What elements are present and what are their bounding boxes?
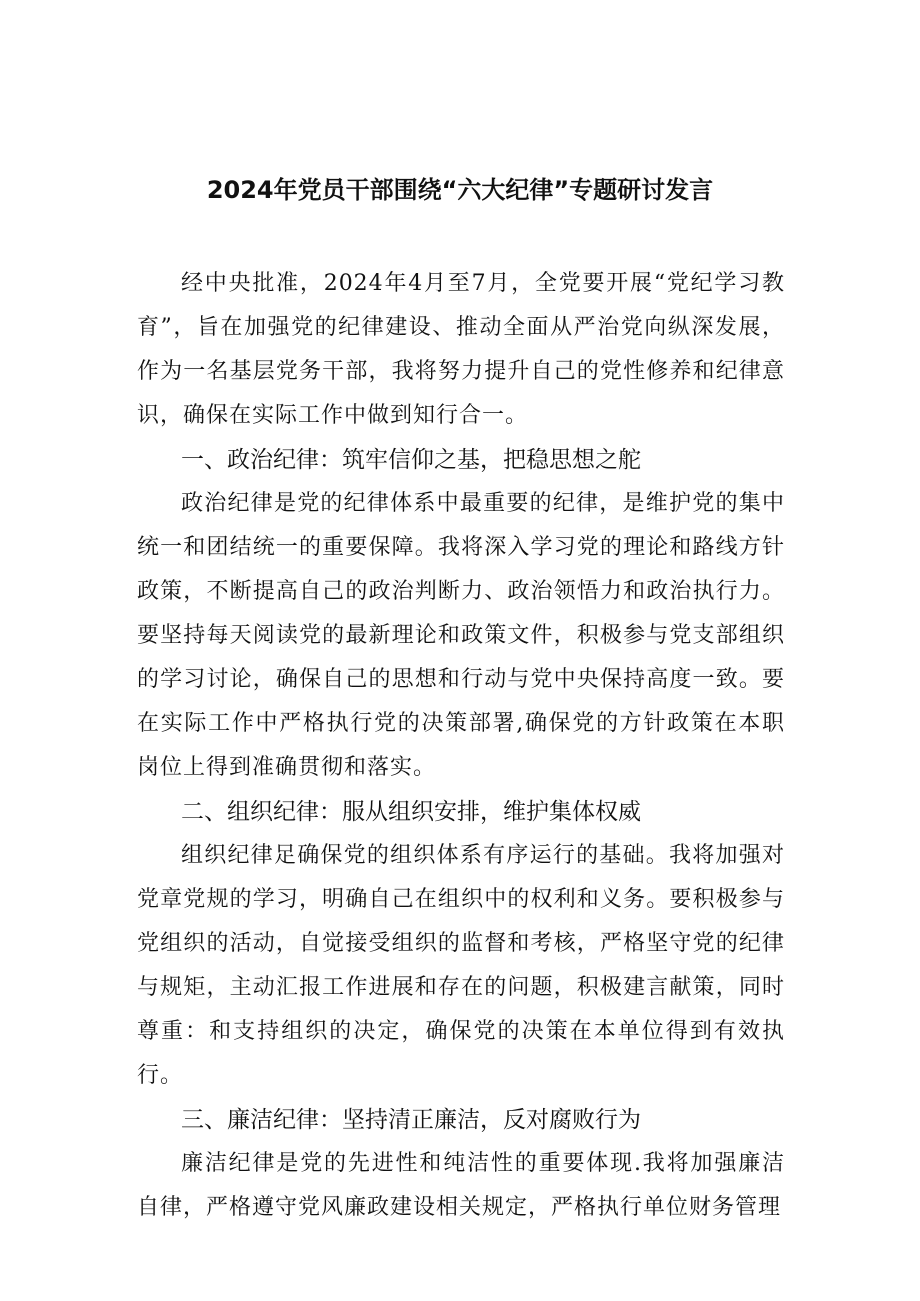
document-title: 2024年党员干部围绕“六大纪律”专题研讨发言 (206, 176, 714, 204)
section-heading-organizational: 二、组织纪律：服从组织安排，维护集体权威 (181, 799, 641, 825)
section-body-integrity: 廉洁纪律是党的先进性和纯洁性的重要体现.我将加强廉洁自律，严格遵守党风廉政建设相关规定，严格执行单位财务管理 (137, 1151, 785, 1220)
section-body-organizational: 组织纪律足确保党的组织体系有序运行的基础。我将加强对党章党规的学习，明确自己在组织中的权利和义务。要积极参与党组织的活动，自觉接受组织的监督和考核，严格坚守党的纪律与规矩，主动汇报工作进展和存在的问题，积极建言献策，同时尊重：和支持组织的决定，确保党的决策在本单位得到有效执行。 (137, 843, 785, 1088)
section-heading-integrity: 三、廉洁纪律：坚持清正廉洁，反对腐败行为 (181, 1107, 641, 1133)
section-body-political: 政治纪律是党的纪律体系中最重要的纪律，是维护党的集中统一和团结统一的重要保障。我将深入学习党的理论和路线方针政策，不断提高自己的政治判断力、政治领悟力和政治执行力。要坚持每天阅读党的最新理论和政策文件，积极参与党支部组织的学习讨论，确保自己的思想和行动与党中央保持高度一致。要在实际工作中严格执行党的决策部署,确保党的方针政策在本职岗位上得到准确贯彻和落实。 (137, 491, 785, 780)
intro-paragraph: 经中央批准，2024年4月至7月，全党要开展“党纪学习教育”，旨在加强党的纪律建设、推动全面从严治党向纵深发展，作为一名基层党务干部，我将努力提升自己的党性修养和纪律意识，确保在实际工作中做到知行合一。 (137, 271, 785, 428)
section-heading-political: 一、政治纪律：筑牢信仰之基，把稳思想之舵 (181, 447, 641, 473)
document-body (137, 262, 785, 1230)
